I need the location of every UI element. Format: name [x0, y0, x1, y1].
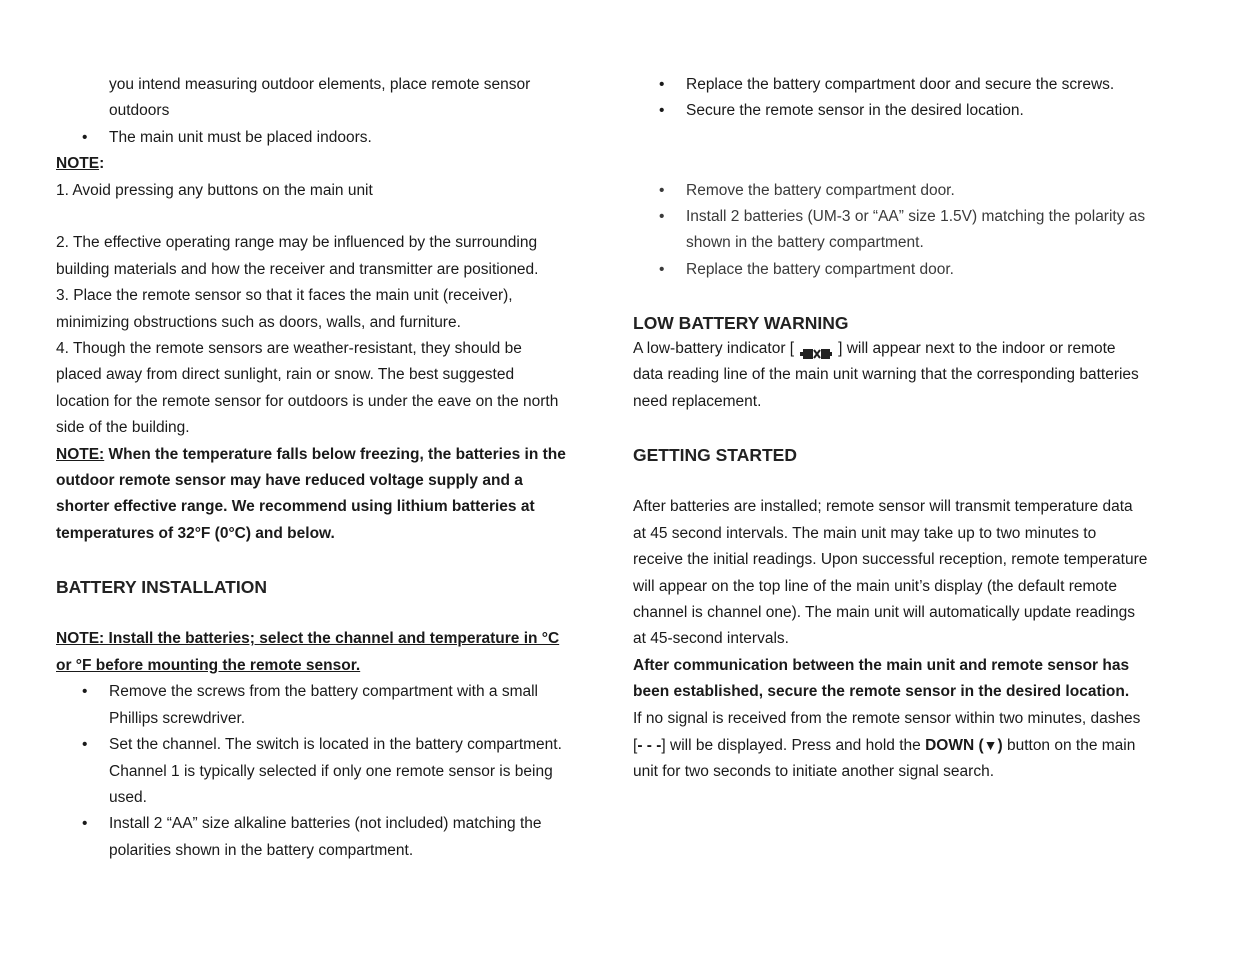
install-note: NOTE: Install the batteries; select the channel and temperature in °C or °F before mounting the remote sensor. [56, 630, 560, 674]
list-item: • Secure the remote sensor in the desired location. [633, 98, 1148, 124]
install-steps-list [56, 679, 571, 864]
no-signal-text-1: If no signal is received from the remote sensor within two minutes, dashes [ [633, 709, 1141, 755]
no-signal-text-2: ] will be displayed. Press and hold the [661, 737, 926, 755]
note-item-4: 4. Though the remote sensors are weather-resistant, they should be placed away from direct sunlight, rain or snow. The best suggested location for the remote sensor for outdoors is under the eave on the north side of the building. [56, 340, 559, 437]
spacer [56, 204, 571, 230]
low-battery-heading: LOW BATTERY WARNING [633, 312, 849, 333]
freezing-note [56, 442, 571, 548]
list-item: • Remove the battery compartment door. [633, 178, 1148, 204]
note-heading [56, 151, 571, 177]
spacer [633, 283, 1148, 309]
getting-started-bold-note: After communication between the main unit and remote sensor has been established, secure the remote sensor in the desired location. [633, 656, 1130, 701]
note-colon: : [99, 155, 105, 173]
list-item: • Replace the battery compartment door and secure the screws. [633, 72, 1148, 98]
list-item: • Remove the screws from the battery compartment with a small Phillips screwdriver. [56, 679, 571, 732]
down-triangle-icon: ▼ [983, 737, 998, 754]
low-battery-paragraph [633, 336, 1148, 415]
freezing-note-label: NOTE: [56, 445, 105, 463]
freezing-note-text: When the temperature falls below freezing, the batteries in the outdoor remote sensor may have reduced voltage supply and a shorter effective range. We recommend using lithium batteries at temperatures of 32°F (0°C) and below. [56, 445, 566, 542]
list-item: • Install 2 “AA” size alkaline batteries (not included) matching the polarities shown in the battery compartment. [56, 811, 571, 864]
spacer [633, 151, 1148, 177]
no-signal-text-3: button on the main unit for two seconds to initiate another signal search. [633, 737, 1136, 781]
intro-continuation: you intend measuring outdoor elements, place remote sensor outdoors [109, 76, 531, 120]
getting-started-heading: GETTING STARTED [633, 444, 797, 465]
low-battery-icon [800, 343, 832, 355]
battery-installation-heading: BATTERY INSTALLATION [56, 576, 267, 597]
note-item-2: 2. The effective operating range may be influenced by the surrounding building materials and how the receiver and transmitter are positioned. [56, 234, 539, 278]
note-label: NOTE [56, 155, 100, 173]
low-battery-text-start: A low-battery indicator [ [633, 340, 795, 358]
list-item: • Set the channel. The switch is located in the battery compartment. Channel 1 is typically selected if only one remote sensor is being used. [56, 732, 571, 811]
list-item: • Install 2 batteries (UM-3 or “AA” size 1.5V) matching the polarity as shown in the battery compartment. [633, 204, 1148, 257]
getting-started-paragraph: After batteries are installed; remote sensor will transmit temperature data at 45 second intervals. The main unit may take up to two minutes to receive the initial readings. Upon successful reception, remote temperature will appear on the top line of the main unit’s display (the default remote channel is channel one). The main unit will automatically update readings at 45-second intervals. [633, 498, 1148, 648]
spacer [633, 468, 1148, 494]
dashes-indicator: - - - [637, 737, 662, 755]
indoor-list [56, 125, 571, 151]
main-unit-battery-list [633, 178, 1148, 284]
sensor-steps-list [633, 72, 1148, 125]
list-item: • The main unit must be placed indoors. [56, 125, 571, 151]
down-button-label: DOWN ( [925, 737, 984, 755]
right-column [633, 72, 1148, 786]
spacer [633, 125, 1148, 151]
list-item: • Replace the battery compartment door. [633, 257, 1148, 283]
down-button-close: ) [997, 737, 1003, 755]
note-item-1: 1. Avoid pressing any buttons on the main unit [56, 181, 373, 199]
spacer [56, 600, 571, 626]
note-item-3: 3. Place the remote sensor so that it faces the main unit (receiver), minimizing obstructions such as doors, walls, and furniture. [56, 287, 513, 331]
low-battery-text-end: ] will appear next to the indoor or remote data reading line of the main unit warning that the corresponding batteries need replacement. [633, 340, 1139, 410]
no-signal-paragraph [633, 706, 1148, 786]
spacer [633, 415, 1148, 441]
spacer [56, 547, 571, 573]
left-column [56, 72, 571, 864]
